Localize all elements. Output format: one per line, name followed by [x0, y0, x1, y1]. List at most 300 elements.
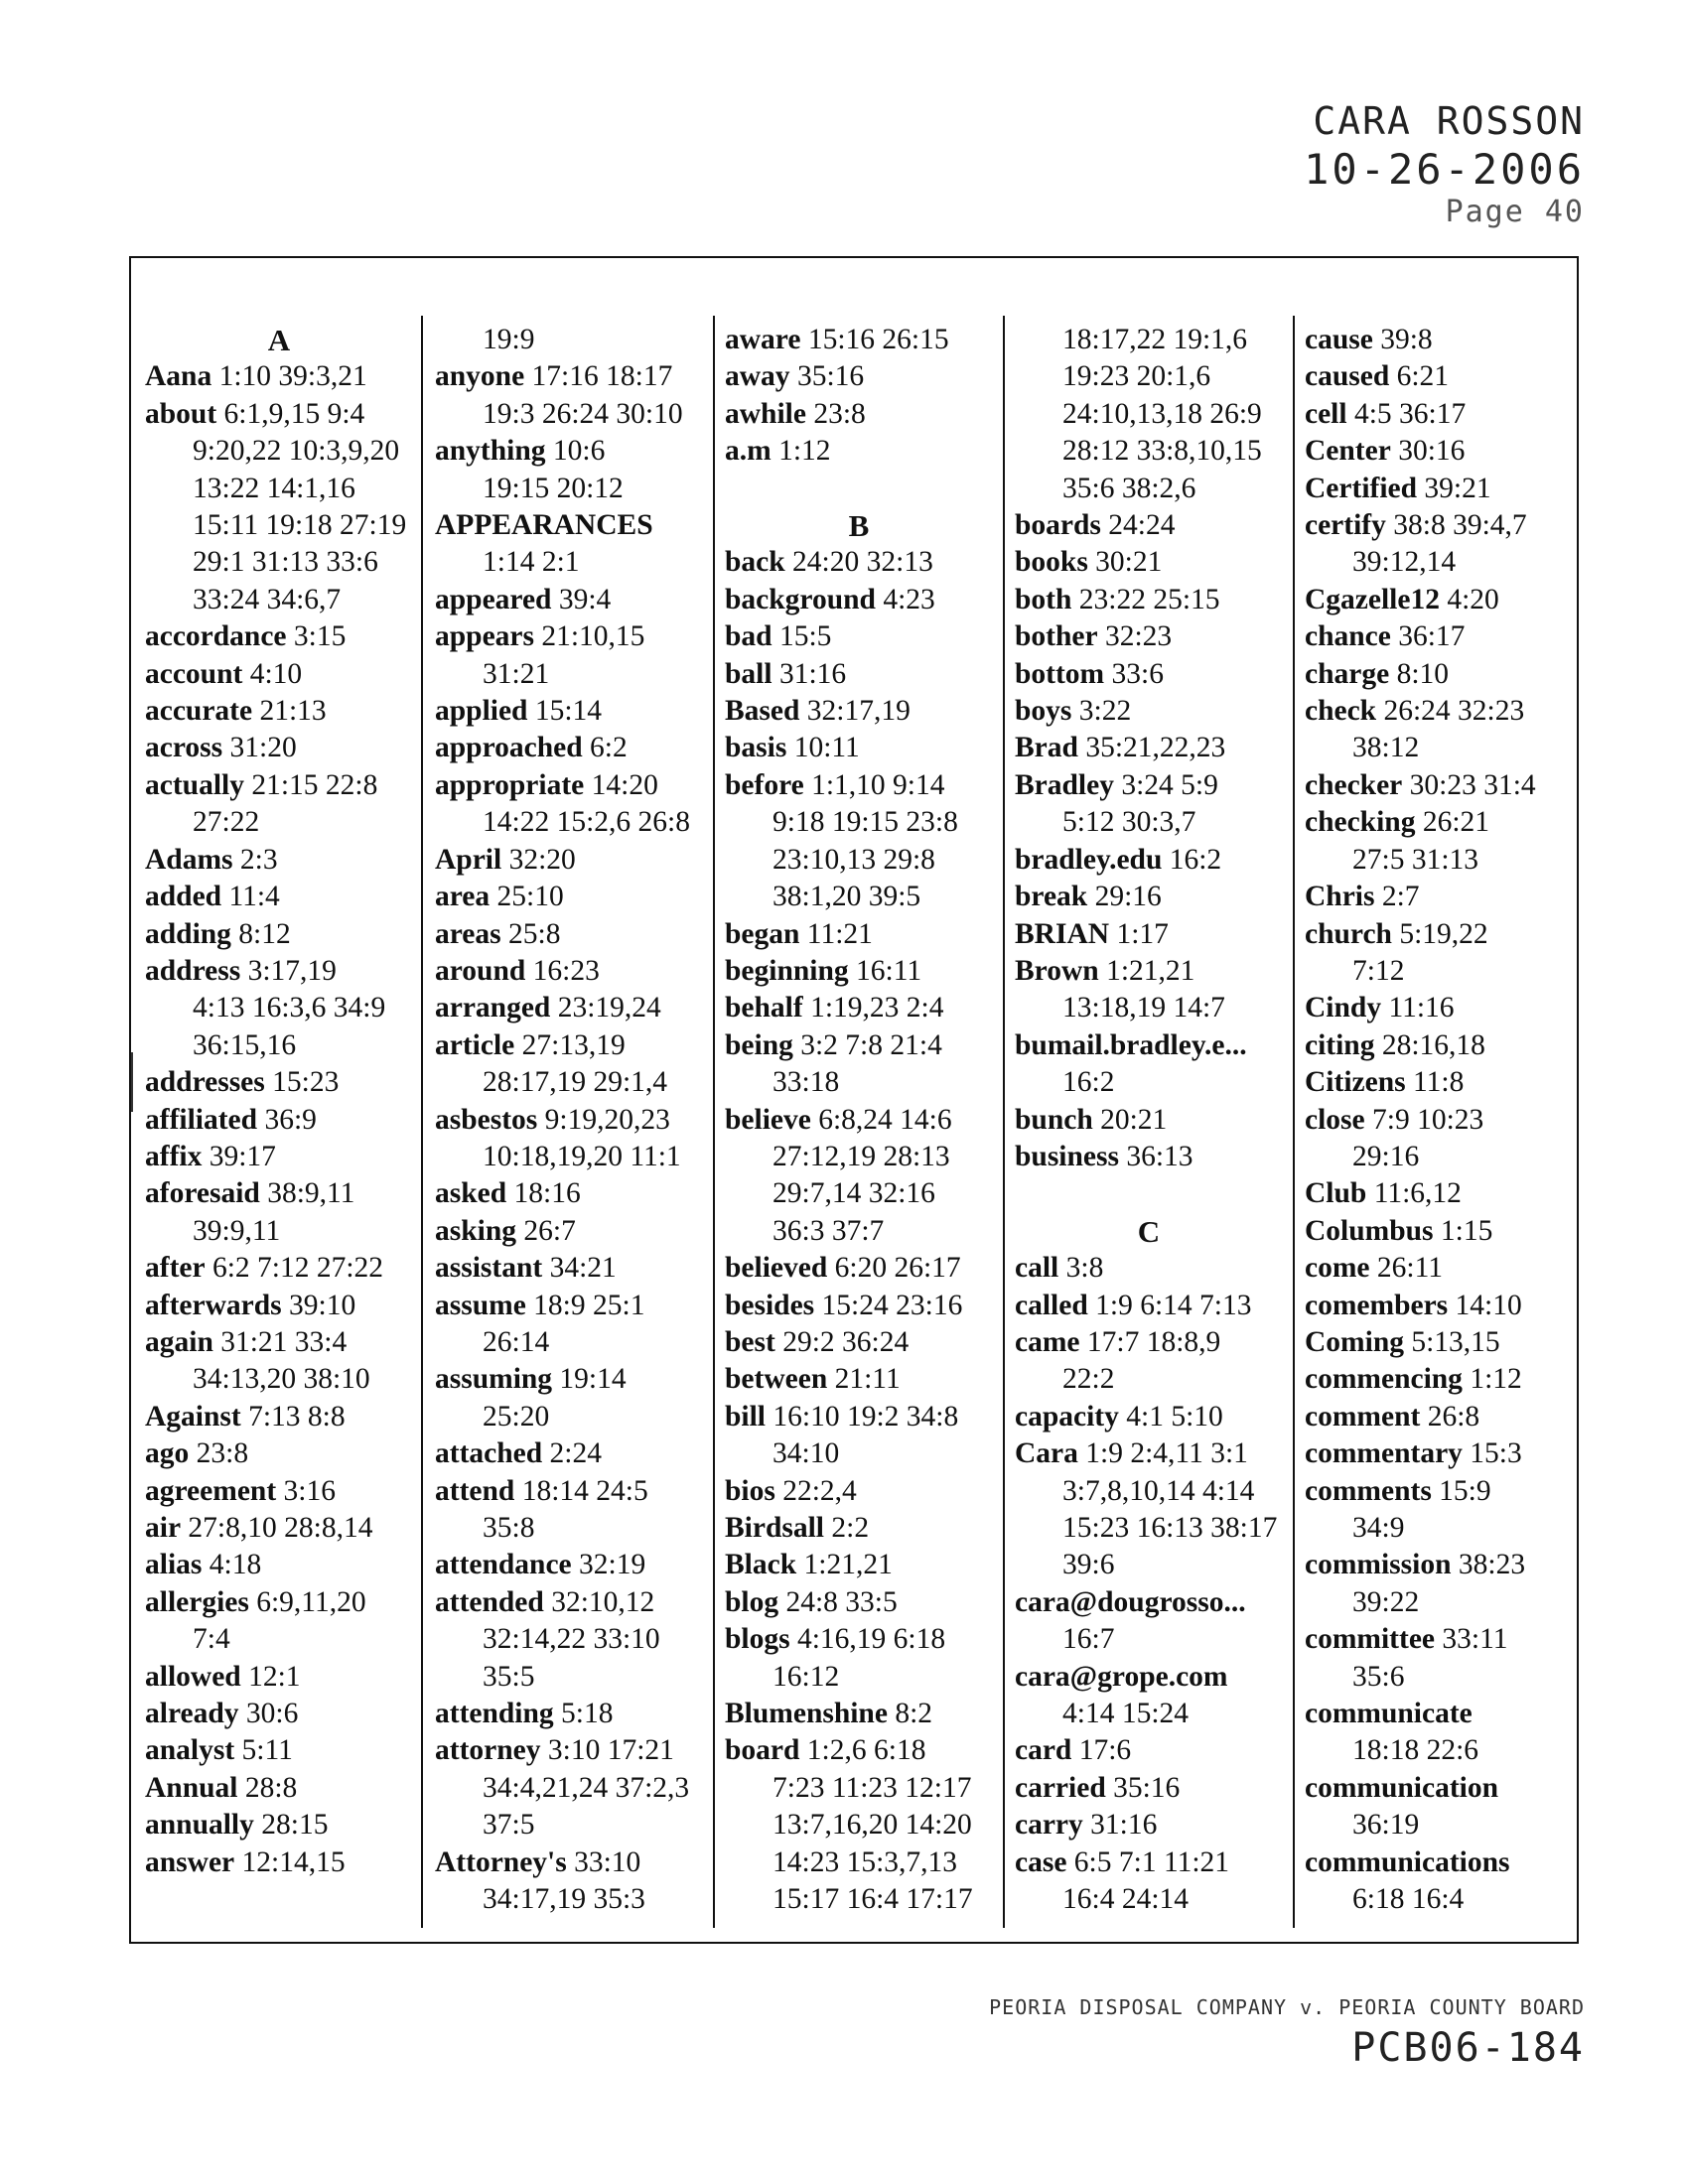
index-entry	[725, 693, 993, 730]
index-continuation: 18:18 22:6	[1352, 1734, 1479, 1767]
index-term: attending	[435, 1698, 554, 1730]
index-continuation: 10:18,19,20 11:1	[483, 1140, 681, 1172]
index-term: card	[1015, 1734, 1072, 1767]
index-entry	[1015, 1139, 1283, 1175]
index-entry	[1305, 656, 1573, 693]
index-term: believed	[725, 1252, 828, 1285]
index-term: bad	[725, 620, 772, 653]
index-continuation: 39:12,14	[1352, 546, 1457, 579]
index-continuation: 13:18,19 14:7	[1062, 992, 1225, 1024]
index-entry	[725, 1324, 993, 1361]
index-refs: 1:12	[1462, 1363, 1522, 1396]
index-term: between	[725, 1363, 828, 1396]
index-entry	[145, 1473, 413, 1510]
index-entry	[435, 1175, 703, 1212]
index-refs: 18:16	[506, 1177, 581, 1210]
index-refs: 7:13 8:8	[240, 1400, 346, 1433]
index-refs: 15:14	[527, 695, 603, 728]
index-refs: 5:13,15	[1403, 1325, 1500, 1358]
index-continuation: 33:24 34:6,7	[193, 583, 342, 615]
index-term: Cara	[1015, 1437, 1078, 1470]
index-entry	[145, 1584, 413, 1621]
section-letter: A	[267, 323, 291, 357]
index-refs: 1:2,6 6:18	[799, 1734, 926, 1767]
index-entry	[1305, 433, 1573, 470]
index-entry	[145, 767, 413, 804]
index-entry	[435, 358, 703, 395]
index-refs: 27:8,10 28:8,14	[181, 1512, 373, 1544]
index-term: bumail.bradley.e...	[1015, 1028, 1247, 1061]
index-continuation: 14:23 15:3,7,13	[772, 1845, 958, 1878]
index-continuation: 7:4	[193, 1623, 230, 1656]
index-continuation: 16:4 24:14	[1062, 1883, 1190, 1916]
index-refs: 30:6	[238, 1698, 299, 1730]
index-entry	[1015, 1324, 1283, 1361]
index-entry	[725, 1027, 993, 1064]
index-refs: 32:20	[501, 843, 576, 876]
index-term: called	[1015, 1289, 1088, 1321]
index-continuation: 9:18 19:15 23:8	[772, 806, 958, 839]
index-term: capacity	[1015, 1400, 1119, 1433]
index-term: comment	[1305, 1400, 1421, 1433]
index-refs: 4:5 36:17	[1346, 397, 1467, 430]
index-entry	[725, 1510, 993, 1547]
index-continuation: 36:3 37:7	[772, 1214, 885, 1247]
index-continuation: 35:8	[483, 1512, 535, 1544]
index-term: being	[725, 1028, 793, 1061]
index-term: Black	[725, 1549, 797, 1581]
index-entry	[725, 358, 993, 395]
index-entry	[1015, 693, 1283, 730]
index-term: close	[1305, 1103, 1365, 1136]
index-term: assume	[435, 1289, 526, 1321]
index-entry	[725, 618, 993, 655]
index-entry	[1015, 1807, 1283, 1843]
index-term: bottom	[1015, 657, 1105, 690]
index-continuation: 4:13 16:3,6 34:9	[193, 992, 386, 1024]
spacer	[725, 471, 993, 507]
index-entry	[145, 1732, 413, 1769]
index-entry	[725, 1250, 993, 1287]
index-term: attended	[435, 1585, 544, 1618]
index-entry	[725, 544, 993, 581]
index-refs: 1:19,23 2:4	[802, 992, 944, 1024]
index-refs: 7:9 10:23	[1364, 1103, 1484, 1136]
index-refs: 33:6	[1104, 657, 1164, 690]
index-continuation: 39:6	[1062, 1549, 1115, 1581]
index-refs: 39:4	[551, 583, 612, 615]
index-term: asbestos	[435, 1103, 538, 1136]
index-continuation: 29:7,14 32:16	[772, 1177, 935, 1210]
index-entry	[145, 1659, 413, 1696]
section-letter: C	[1137, 1213, 1161, 1249]
index-continuation: 37:5	[483, 1809, 535, 1842]
index-continuation: 15:11 19:18 27:19	[193, 509, 407, 542]
index-term: away	[725, 360, 790, 393]
index-entry	[1305, 1213, 1573, 1250]
index-column-4	[1015, 322, 1283, 1918]
index-entry	[725, 1584, 993, 1621]
index-entry	[1015, 1435, 1283, 1472]
index-refs: 38:9,11	[259, 1177, 355, 1210]
index-continuation: 19:15 20:12	[483, 472, 624, 504]
index-term: comembers	[1305, 1289, 1449, 1321]
index-refs: 35:16	[1105, 1771, 1181, 1804]
index-refs: 23:22 25:15	[1071, 583, 1220, 615]
index-entry	[1305, 1399, 1573, 1435]
index-refs: 38:23	[1451, 1549, 1526, 1581]
index-term: aware	[725, 324, 801, 355]
index-entry	[435, 1250, 703, 1287]
index-entry	[435, 507, 703, 544]
index-entry	[1015, 1102, 1283, 1139]
index-refs: 11:8	[1405, 1066, 1465, 1099]
index-term: Brad	[1015, 732, 1078, 764]
index-refs: 1:12	[771, 435, 831, 468]
index-entry	[1305, 1027, 1573, 1064]
index-term: addresses	[145, 1066, 265, 1099]
index-term: behalf	[725, 992, 803, 1024]
index-term: blog	[725, 1585, 779, 1618]
index-refs: 36:9	[257, 1103, 317, 1136]
index-entry	[725, 396, 993, 433]
index-continuation: 19:23 20:1,6	[1062, 360, 1211, 393]
index-refs: 39:8	[1372, 324, 1433, 355]
index-term: asked	[435, 1177, 507, 1210]
index-refs: 3:22	[1071, 695, 1132, 728]
index-term: cell	[1305, 397, 1347, 430]
index-term: citing	[1305, 1028, 1375, 1061]
index-term: came	[1015, 1325, 1080, 1358]
index-refs: 6:8,24 14:6	[810, 1103, 952, 1136]
index-refs: 21:15 22:8	[243, 768, 378, 801]
index-refs: 32:23	[1097, 620, 1173, 653]
index-entry	[1305, 1621, 1573, 1658]
index-entry	[435, 1732, 703, 1769]
index-entry	[725, 1732, 993, 1769]
index-continuation: 35:6	[1352, 1660, 1405, 1693]
index-entry	[145, 1547, 413, 1583]
index-continuation: 38:12	[1352, 732, 1420, 764]
index-refs: 11:4	[221, 881, 280, 913]
index-term: comments	[1305, 1474, 1432, 1507]
index-refs: 3:2 7:8 21:4	[792, 1028, 942, 1061]
index-entry	[435, 1361, 703, 1398]
index-entry	[725, 990, 993, 1026]
index-term: air	[145, 1512, 182, 1544]
index-term: carry	[1015, 1809, 1083, 1842]
column-separator-2	[713, 316, 715, 1928]
header-date: 10-26-2006	[1304, 145, 1585, 194]
index-entry	[725, 433, 993, 470]
index-term: commission	[1305, 1549, 1452, 1581]
index-refs: 16:10 19:2 34:8	[766, 1400, 959, 1433]
index-entry	[435, 1027, 703, 1064]
index-refs: 14:20	[584, 768, 658, 801]
index-term: attorney	[435, 1734, 541, 1767]
index-entry	[435, 1473, 703, 1510]
index-refs: 20:21	[1092, 1103, 1168, 1136]
index-refs: 36:13	[1118, 1140, 1193, 1172]
index-entry	[1305, 358, 1573, 395]
index-continuation: 23:10,13 29:8	[772, 843, 935, 876]
index-term: after	[145, 1252, 206, 1285]
index-refs: 28:8	[237, 1771, 298, 1804]
index-term: break	[1015, 881, 1088, 913]
index-entry	[435, 767, 703, 804]
index-refs: 24:24	[1100, 509, 1176, 542]
index-refs: 36:17	[1390, 620, 1466, 653]
index-refs: 12:1	[240, 1660, 301, 1693]
index-term: Citizens	[1305, 1066, 1406, 1099]
index-entry	[1305, 618, 1573, 655]
index-refs: 3:15	[286, 620, 347, 653]
index-refs: 29:16	[1087, 881, 1162, 913]
index-term: appropriate	[435, 768, 585, 801]
index-term: best	[725, 1325, 775, 1358]
index-term: across	[145, 732, 223, 764]
index-term: Certified	[1305, 472, 1418, 504]
index-term: accordance	[145, 620, 287, 653]
index-term: communicate	[1305, 1698, 1473, 1730]
index-term: assistant	[435, 1252, 543, 1285]
index-term: committee	[1305, 1623, 1436, 1656]
index-continuation: 29:1 31:13 33:6	[193, 546, 378, 579]
index-refs: 18:14 24:5	[514, 1474, 648, 1507]
index-entry	[1015, 1584, 1283, 1621]
index-entry	[725, 953, 993, 990]
index-entry	[435, 1213, 703, 1250]
index-entry	[1015, 916, 1283, 953]
index-continuation: 34:13,20 38:10	[193, 1363, 370, 1396]
index-term: again	[145, 1325, 213, 1358]
index-continuation: 34:4,21,24 37:2,3	[483, 1771, 690, 1804]
index-entry	[1015, 507, 1283, 544]
index-term: adding	[145, 917, 231, 950]
index-refs: 18:9 25:1	[525, 1289, 645, 1321]
index-column-3	[725, 322, 993, 1918]
index-term: Attorney's	[435, 1845, 567, 1878]
index-column-2	[435, 322, 703, 1918]
index-continuation: 5:12 30:3,7	[1062, 806, 1196, 839]
index-entry	[435, 879, 703, 915]
column-separator-4	[1293, 316, 1295, 1928]
index-refs: 2:24	[542, 1437, 602, 1470]
index-term: areas	[435, 917, 501, 950]
index-refs: 39:17	[202, 1140, 276, 1172]
index-term: anyone	[435, 360, 525, 393]
index-entry	[1305, 1770, 1573, 1807]
index-refs: 31:20	[222, 732, 297, 764]
index-entry	[145, 1696, 413, 1732]
index-refs: 24:8 33:5	[778, 1585, 898, 1618]
index-refs: 32:17,19	[799, 695, 911, 728]
index-refs: 39:10	[281, 1289, 356, 1321]
index-entry	[725, 916, 993, 953]
header-page: Page 40	[1445, 195, 1585, 229]
index-refs: 6:1,9,15 9:4	[216, 397, 365, 430]
footer-case-title: PEORIA DISPOSAL COMPANY v. PEORIA COUNTY BOARD	[989, 1995, 1585, 2019]
index-entry	[435, 1102, 703, 1139]
index-term: checker	[1305, 768, 1403, 801]
index-entry	[1305, 693, 1573, 730]
index-entry	[1305, 471, 1573, 507]
index-term: annually	[145, 1809, 254, 1842]
index-refs: 19:14	[552, 1363, 627, 1396]
index-refs: 23:8	[189, 1437, 249, 1470]
index-term: answer	[145, 1845, 235, 1878]
index-entry	[1305, 879, 1573, 915]
index-refs: 3:17,19	[240, 954, 337, 987]
index-refs: 26:24 32:23	[1376, 695, 1525, 728]
index-refs: 2:7	[1374, 881, 1420, 913]
index-term: began	[725, 917, 800, 950]
index-entry	[435, 1844, 703, 1881]
index-term: bunch	[1015, 1103, 1093, 1136]
index-term: appears	[435, 620, 534, 653]
index-entry	[145, 1435, 413, 1472]
index-entry	[1305, 1844, 1573, 1881]
index-term: applied	[435, 695, 528, 728]
index-term: cara@dougrosso...	[1015, 1585, 1246, 1618]
index-term: Based	[725, 695, 800, 728]
index-continuation: 15:23 16:13 38:17	[1062, 1512, 1278, 1544]
index-entry	[1305, 1288, 1573, 1324]
index-refs: 6:20 26:17	[827, 1252, 961, 1285]
index-refs: 23:19,24	[550, 992, 661, 1024]
index-refs: 29:2 36:24	[774, 1325, 910, 1358]
index-refs: 15:5	[772, 620, 832, 653]
index-refs: 26:11	[1369, 1252, 1443, 1285]
index-entry	[435, 953, 703, 990]
index-term: charge	[1305, 657, 1390, 690]
index-term: ball	[725, 657, 772, 690]
index-continuation: 16:2	[1062, 1066, 1115, 1099]
index-term: boys	[1015, 695, 1072, 728]
index-term: believe	[725, 1103, 811, 1136]
index-refs: 21:13	[252, 695, 327, 728]
index-continuation: 29:16	[1352, 1140, 1420, 1172]
index-refs: 4:16,19 6:18	[789, 1623, 946, 1656]
index-entry	[1015, 1770, 1283, 1807]
index-continuation: 28:12 33:8,10,15	[1062, 435, 1262, 468]
index-term: communication	[1305, 1771, 1499, 1804]
footer-case-number: PCB06-184	[1351, 2025, 1585, 2071]
index-refs: 15:16 26:15	[800, 324, 949, 355]
index-term: area	[435, 881, 491, 913]
index-refs: 27:13,19	[514, 1028, 626, 1061]
index-continuation: 9:20,22 10:3,9,20	[193, 435, 400, 468]
index-refs: 8:10	[1389, 657, 1450, 690]
index-entry	[1015, 1732, 1283, 1769]
index-refs: 11:16	[1381, 992, 1455, 1024]
index-continuation: 13:22 14:1,16	[193, 472, 355, 504]
index-refs: 1:9 6:14 7:13	[1087, 1289, 1252, 1321]
index-column-5	[1305, 322, 1573, 1918]
index-refs: 6:9,11,20	[248, 1585, 366, 1618]
index-refs: 6:21	[1389, 360, 1450, 393]
index-continuation: 34:10	[772, 1437, 840, 1470]
index-entry	[1015, 879, 1283, 915]
index-entry	[725, 1288, 993, 1324]
index-entry	[1305, 916, 1573, 953]
index-refs: 8:2	[887, 1698, 933, 1730]
index-refs: 5:11	[234, 1734, 293, 1767]
index-entry	[435, 582, 703, 618]
index-refs: 10:6	[545, 435, 606, 468]
index-refs: 25:10	[490, 881, 564, 913]
index-entry	[435, 990, 703, 1026]
index-entry	[1305, 1064, 1573, 1101]
index-refs: 4:23	[875, 583, 935, 615]
index-continuation: 27:5 31:13	[1352, 843, 1479, 876]
index-term: Blumenshine	[725, 1698, 888, 1730]
index-refs: 35:21,22,23	[1077, 732, 1226, 764]
index-term: bother	[1015, 620, 1098, 653]
index-term: a.m	[725, 435, 772, 468]
index-refs: 16:11	[848, 954, 922, 987]
index-term: April	[435, 843, 502, 876]
index-term: Coming	[1305, 1325, 1404, 1358]
index-entry	[1015, 618, 1283, 655]
index-term: cause	[1305, 324, 1373, 355]
index-term: bradley.edu	[1015, 843, 1163, 876]
index-entry	[1015, 1288, 1283, 1324]
index-term: Center	[1305, 435, 1391, 468]
index-refs: 23:8	[805, 397, 866, 430]
index-entry	[145, 879, 413, 915]
index-continuation: 27:22	[193, 806, 260, 839]
index-continuation: 39:22	[1352, 1585, 1420, 1618]
index-refs: 3:8	[1058, 1252, 1104, 1285]
index-continuation: 1:14 2:1	[483, 546, 580, 579]
index-term: Against	[145, 1400, 241, 1433]
index-entry	[1305, 990, 1573, 1026]
index-refs: 5:19,22	[1391, 917, 1488, 950]
index-refs: 33:11	[1435, 1623, 1508, 1656]
index-continuation: 34:9	[1352, 1512, 1405, 1544]
index-entry	[1305, 507, 1573, 544]
index-refs: 28:16,18	[1374, 1028, 1485, 1061]
index-entry	[435, 1288, 703, 1324]
index-entry	[1305, 582, 1573, 618]
index-refs: 38:8 39:4,7	[1385, 509, 1527, 542]
index-entry	[145, 1510, 413, 1547]
index-term: Cgazelle12	[1305, 583, 1440, 615]
index-term: accurate	[145, 695, 253, 728]
index-term: communications	[1305, 1845, 1510, 1878]
index-entry	[435, 1547, 703, 1583]
index-continuation: 31:21	[483, 657, 550, 690]
index-refs: 17:6	[1071, 1734, 1132, 1767]
index-term: bill	[725, 1400, 766, 1433]
index-term: alias	[145, 1549, 203, 1581]
index-entry	[145, 953, 413, 990]
index-term: awhile	[725, 397, 806, 430]
index-entry	[145, 1844, 413, 1881]
index-entry	[435, 842, 703, 879]
index-entry	[1305, 1324, 1573, 1361]
index-refs: 5:18	[553, 1698, 614, 1730]
index-entry	[1015, 1659, 1283, 1696]
index-refs: 17:7 18:8,9	[1079, 1325, 1221, 1358]
index-entry	[145, 693, 413, 730]
index-entry	[145, 1770, 413, 1807]
index-entry	[725, 1547, 993, 1583]
index-entry	[145, 618, 413, 655]
index-term: attached	[435, 1437, 543, 1470]
index-entry	[145, 1102, 413, 1139]
